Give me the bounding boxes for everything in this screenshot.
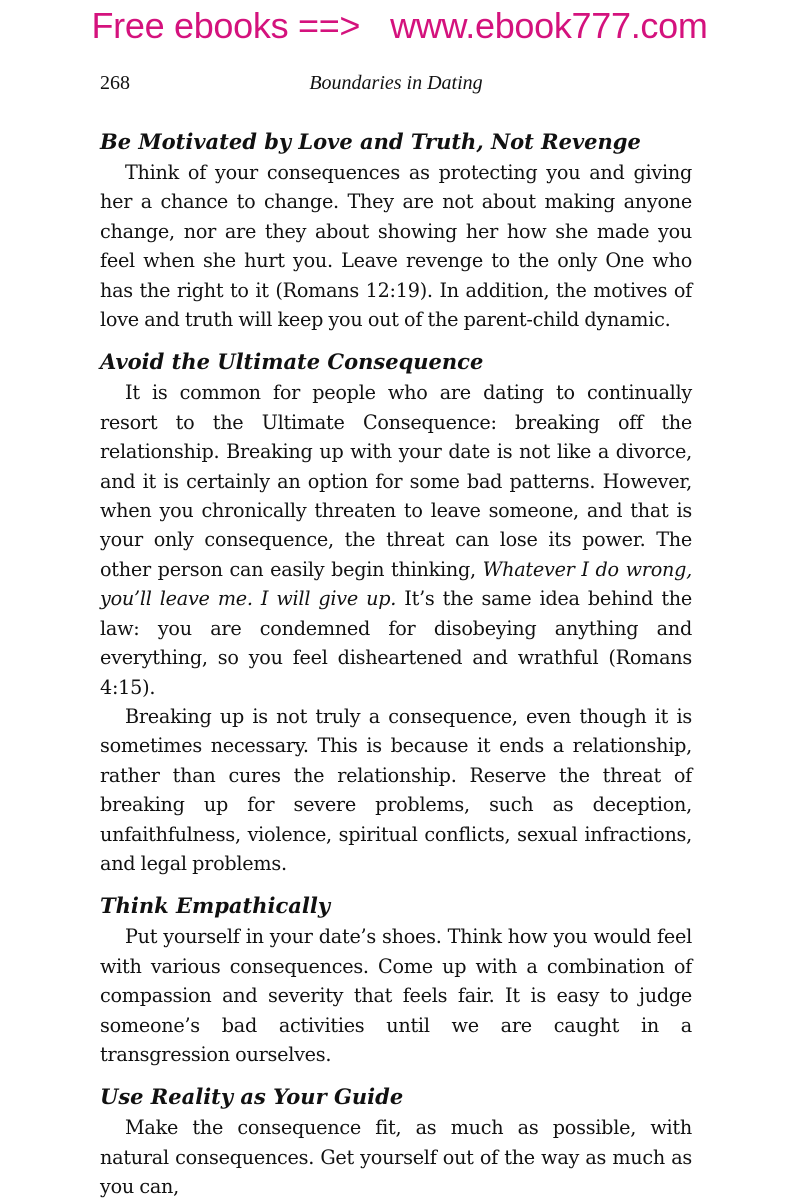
body-paragraph xyxy=(100,378,692,701)
ebook-site-link[interactable]: www.ebook777.com xyxy=(390,5,708,46)
section-heading: Think Empathically xyxy=(100,893,331,919)
section-heading: Be Motivated by Love and Truth, Not Revenge xyxy=(100,129,641,154)
running-head xyxy=(100,72,692,100)
paragraph-text: It’s the same idea behind the law: you are condemned for disobeying anything and everything, so you feel disheartened and wrathful (Romans 4:15). xyxy=(100,587,692,699)
body-paragraph: Think of your consequences as protecting you and giving her a chance to change. They are not about making anyone change, nor are they about showing her how she made you feel when she hurt you. Leave revenge to the only One who has the right to it (Romans 12:19). In addition, the motives of love and truth will keep you out of the parent-child dynamic. xyxy=(100,161,692,332)
italic-quote: Whatever I do wrong, you’ll leave me. I will give up. xyxy=(100,557,692,611)
book-title: Boundaries in Dating xyxy=(309,72,483,94)
body-paragraph: Put yourself in your date’s shoes. Think how you would feel with various consequences. Come up with a combination of compassion and severity that feels fair. It is easy to judge someone’s bad activities until we are caught in a transgression ourselves. xyxy=(100,925,692,1066)
paragraph-text: It is common for people who are dating to continually resort to the Ultimate Consequence: breaking off the relationship. Breaking up with your date is not like a divorce, and it is certainly an option for some bad patterns. However, when you chronically threaten to leave someone, and that is your only consequence, the threat can lose its power. The other person can easily begin thinking, xyxy=(100,381,692,581)
page-number: 268 xyxy=(100,72,130,94)
body-paragraph: Make the consequence fit, as much as possible, with natural consequences. Get yourself out of the way as much as you can, xyxy=(100,1116,692,1199)
free-ebooks-banner-text[interactable]: Free ebooks ==> xyxy=(91,5,361,46)
page-body xyxy=(100,126,692,1202)
body-paragraph: Breaking up is not truly a consequence, even though it is sometimes necessary. This is because it ends a relationship, rather than cures the relationship. Reserve the threat of breaking up for severe problems, such as deception, unfaithfulness, violence, spiritual conflicts, sexual infractions, and legal problems. xyxy=(100,704,692,875)
watermark-banner[interactable] xyxy=(0,4,799,48)
section-heading: Use Reality as Your Guide xyxy=(100,1084,404,1110)
section-heading: Avoid the Ultimate Consequence xyxy=(100,349,484,375)
